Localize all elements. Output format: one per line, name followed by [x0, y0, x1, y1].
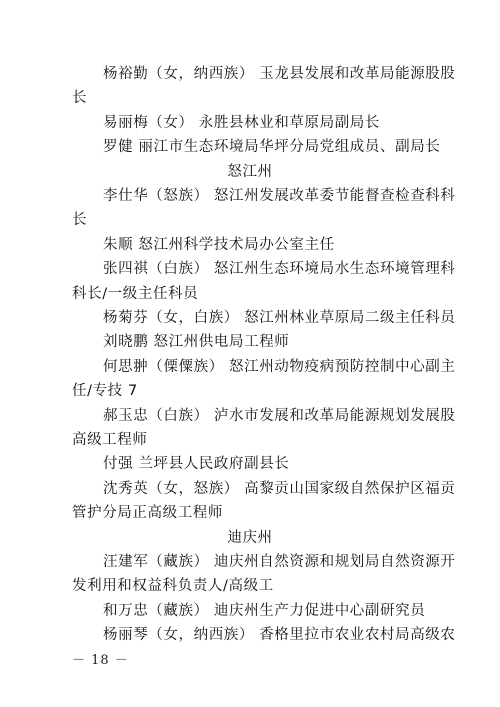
entry-line-continuation: 任/专技 7 — [72, 383, 138, 400]
entry-line: 杨菊芬（女，白族） 怒江州林业草原局二级主任科员 — [103, 310, 456, 326]
entry-line: 沈秀英（女，怒族） 高黎贡山国家级自然保护区福贡 — [103, 480, 456, 497]
entry-line: 张四祺（白族） 怒江州生态环境局水生态环境管理科 — [103, 261, 456, 278]
entry-line: 朱顺 怒江州科学技术局办公室主任 — [103, 236, 335, 253]
entry-line: 和万忠（藏族） 迪庆州生产力促进中心副研究员 — [103, 602, 426, 619]
entry-line: 李仕华（怒族） 怒江州发展改革委节能督查检查科科 — [103, 188, 456, 204]
entry-line-continuation: 长 — [72, 90, 88, 107]
entry-line: 罗健 丽江市生态环境局华坪分局党组成员、副局长 — [103, 139, 441, 156]
section-heading: 迪庆州 — [227, 529, 273, 546]
entry-line-continuation: 发利用和权益科负责人/高级工 — [72, 578, 274, 595]
entry-line-continuation: 科长/一级主任科员 — [72, 285, 199, 302]
entry-line: 刘晓鹏 怒江州供电局工程师 — [103, 334, 290, 351]
entry-line-continuation: 高级工程师 — [72, 432, 148, 448]
entry-line: 杨裕勤（女，纳西族） 玉龙县发展和改革局能源股股 — [103, 66, 456, 82]
entry-line-continuation: 管护分局正高级工程师 — [72, 505, 223, 522]
page-number: － 18 － — [72, 653, 129, 668]
entry-line: 付强 兰坪县人民政府副县长 — [103, 456, 290, 473]
entry-line-continuation: 长 — [72, 212, 88, 229]
entry-line: 何思翀（傈僳族） 怒江州动物疫病预防控制中心副主 — [103, 358, 456, 375]
entry-line: 郝玉忠（白族） 泸水市发展和改革局能源规划发展股 — [103, 407, 456, 424]
entry-line: 易丽梅（女） 永胜县林业和草原局副局长 — [103, 114, 381, 131]
entry-line: 汪建军（藏族） 迪庆州自然资源和规划局自然资源开 — [103, 554, 456, 570]
entry-line: 杨丽琴（女，纳西族） 香格里拉市农业农村局高级农 — [103, 627, 456, 644]
section-heading: 怒江州 — [227, 163, 273, 180]
